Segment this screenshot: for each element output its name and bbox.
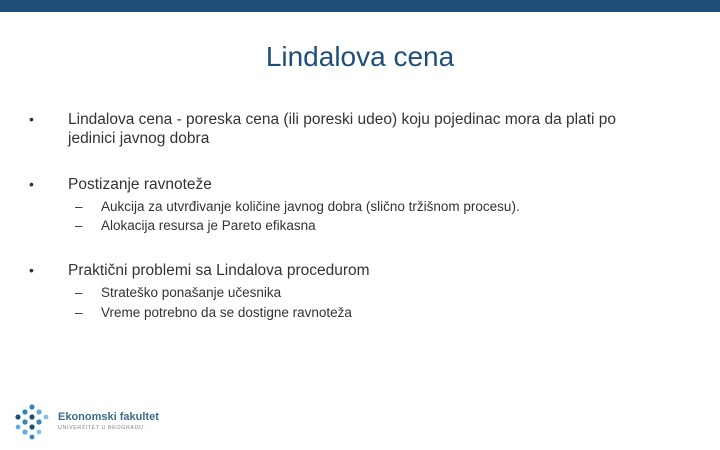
sub-item xyxy=(75,217,661,234)
bullet-text: Lindalova cena - poreska cena (ili poreski udeo) koju pojedinac mora da plati po jedinici javnog dobra xyxy=(68,111,616,147)
bullet-dot: • xyxy=(29,176,34,192)
logo-subtitle: UNIVERZITET U BEOGRADU xyxy=(58,425,144,431)
sub-dash: – xyxy=(75,199,83,214)
sub-text: Vreme potrebno da se dostigne ravnoteža xyxy=(101,305,352,320)
slide-title: Lindalova cena xyxy=(265,41,455,72)
sub-dash: – xyxy=(75,218,83,233)
bullet-dot: • xyxy=(29,262,34,278)
bullet-item xyxy=(29,110,658,148)
faculty-logo xyxy=(14,404,174,444)
sub-item xyxy=(75,284,661,301)
logo-name: Ekonomski fakultet xyxy=(58,411,159,423)
bullet-text: Praktični problemi sa Lindalova procedurom xyxy=(68,262,370,279)
sub-item xyxy=(75,304,661,321)
dot-cluster-logo-icon xyxy=(14,404,50,440)
sub-text: Strateško ponašanje učesnika xyxy=(101,285,282,300)
bullet-item xyxy=(29,175,658,194)
bullet-item xyxy=(29,261,658,280)
sub-dash: – xyxy=(75,305,83,320)
bullet-text: Postizanje ravnoteže xyxy=(68,176,212,193)
sub-text: Alokacija resursa je Pareto efikasna xyxy=(101,218,316,233)
sub-dash: – xyxy=(75,285,83,300)
bullet-dot: • xyxy=(29,111,34,127)
sub-item xyxy=(75,198,661,215)
sub-text: Aukcija za utvrđivanje količine javnog dobra (slično tržišnom procesu). xyxy=(101,199,520,214)
